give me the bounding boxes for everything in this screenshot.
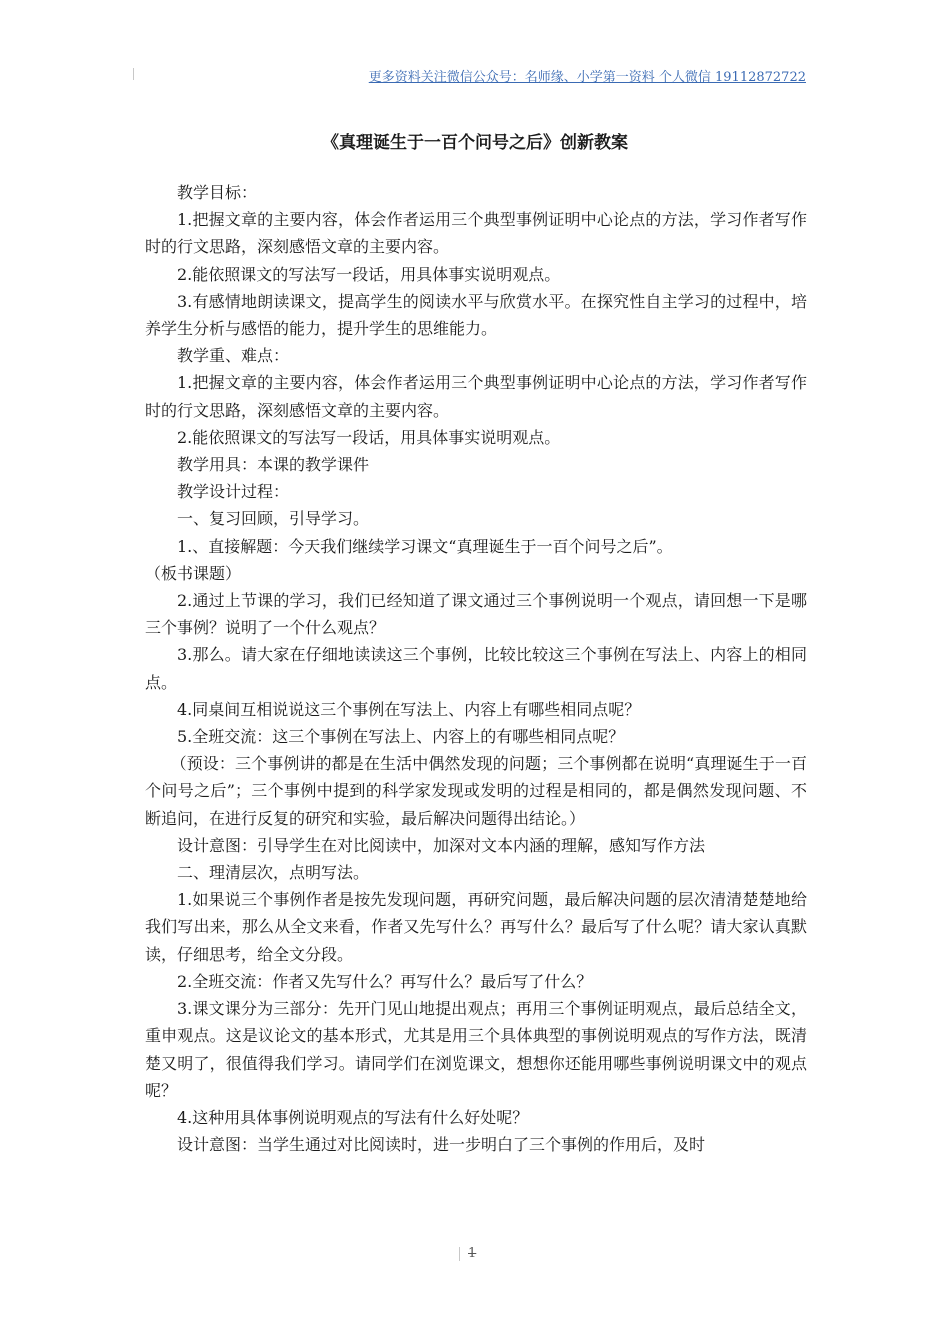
paragraph: 1.如果说三个事例作者是按先发现问题，再研究问题，最后解决问题的层次清清楚楚地给我们写出来，那么从全文来看，作者又先写什么？再写什么？最后写了什么呢？请大家认真默读，仔细思考，给全文分段。 <box>145 890 807 964</box>
paragraph: 5.全班交流：这三个事例在写法上、内容上的有哪些相同点呢？ <box>177 727 625 747</box>
section-heading: 教学重、难点： <box>177 346 290 366</box>
document-title: 《真理诞生于一百个问号之后》创新教案 <box>322 133 628 153</box>
paragraph: 4.这种用具体事例说明观点的写法有什么好处呢？ <box>177 1107 529 1127</box>
section-heading: 一、复习回顾，引导学习。 <box>177 509 370 529</box>
footer-divider <box>459 1247 460 1261</box>
header-divider <box>133 68 134 80</box>
document-body <box>145 179 807 1158</box>
paragraph: 2.全班交流：作者又先写什么？再写什么？最后写了什么？ <box>177 971 593 991</box>
paragraph: 2.能依照课文的写法写一段话，用具体事实说明观点。 <box>177 264 561 284</box>
paragraph: 设计意图：引导学生在对比阅读中，加深对文本内涵的理解，感知写作方法 <box>177 835 706 855</box>
paragraph: 1.、直接解题：今天我们继续学习课文“真理诞生于一百个问号之后”。 <box>177 536 673 556</box>
paragraph: 2.通过上节课的学习，我们已经知道了课文通过三个事例说明一个观点，请回想一下是哪三个事例？说明了一个什么观点？ <box>145 591 807 638</box>
paragraph: 教学用具：本课的教学课件 <box>177 455 370 475</box>
paragraph: 1.把握文章的主要内容，体会作者运用三个典型事例证明中心论点的方法，学习作者写作时的行文思路，深刻感悟文章的主要内容。 <box>145 210 807 257</box>
section-heading: 教学目标： <box>177 183 258 202</box>
section-heading: 教学设计过程： <box>177 482 290 502</box>
section-heading: 二、理清层次，点明写法。 <box>177 863 370 883</box>
page-number: 1 <box>468 1246 477 1261</box>
paragraph: （板书课题） <box>145 563 242 583</box>
header-promo-text[interactable]: 更多资料关注微信公众号：名师缘、小学第一资料 个人微信 19112872722 <box>368 70 806 85</box>
paragraph: （预设：三个事例讲的都是在生活中偶然发现的问题；三个事例都在说明“真理诞生于一百个问号之后”；三个事例中提到的科学家发现或发明的过程是相同的，都是偶然发现问题、不断追问，在进行反复的研究和实验，最后解决问题得出结论。） <box>145 754 807 828</box>
paragraph: 1.把握文章的主要内容，体会作者运用三个典型事例证明中心论点的方法，学习作者写作时的行文思路，深刻感悟文章的主要内容。 <box>145 373 807 420</box>
paragraph: 设计意图：当学生通过对比阅读时，进一步明白了三个事例的作用后，及时 <box>177 1135 706 1155</box>
paragraph: 3.课文课分为三部分：先开门见山地提出观点；再用三个事例证明观点，最后总结全文，重申观点。这是议论文的基本形式，尤其是用三个具体典型的事例说明观点的写作方法，既清楚又明了，很值得我们学习。请同学们在浏览课文，想想你还能用哪些事例说明课文中的观点呢？ <box>145 999 807 1100</box>
paragraph: 3.有感情地朗读课文，提高学生的阅读水平与欣赏水平。在探究性自主学习的过程中，培养学生分析与感悟的能力，提升学生的思维能力。 <box>145 291 807 339</box>
paragraph: 2.能依照课文的写法写一段话，用具体事实说明观点。 <box>177 427 561 447</box>
paragraph: 3.那么。请大家在仔细地读读这三个事例，比较比较这三个事例在写法上、内容上的相同点。 <box>145 645 807 692</box>
paragraph: 4.同桌间互相说说这三个事例在写法上、内容上有哪些相同点呢？ <box>177 699 641 719</box>
